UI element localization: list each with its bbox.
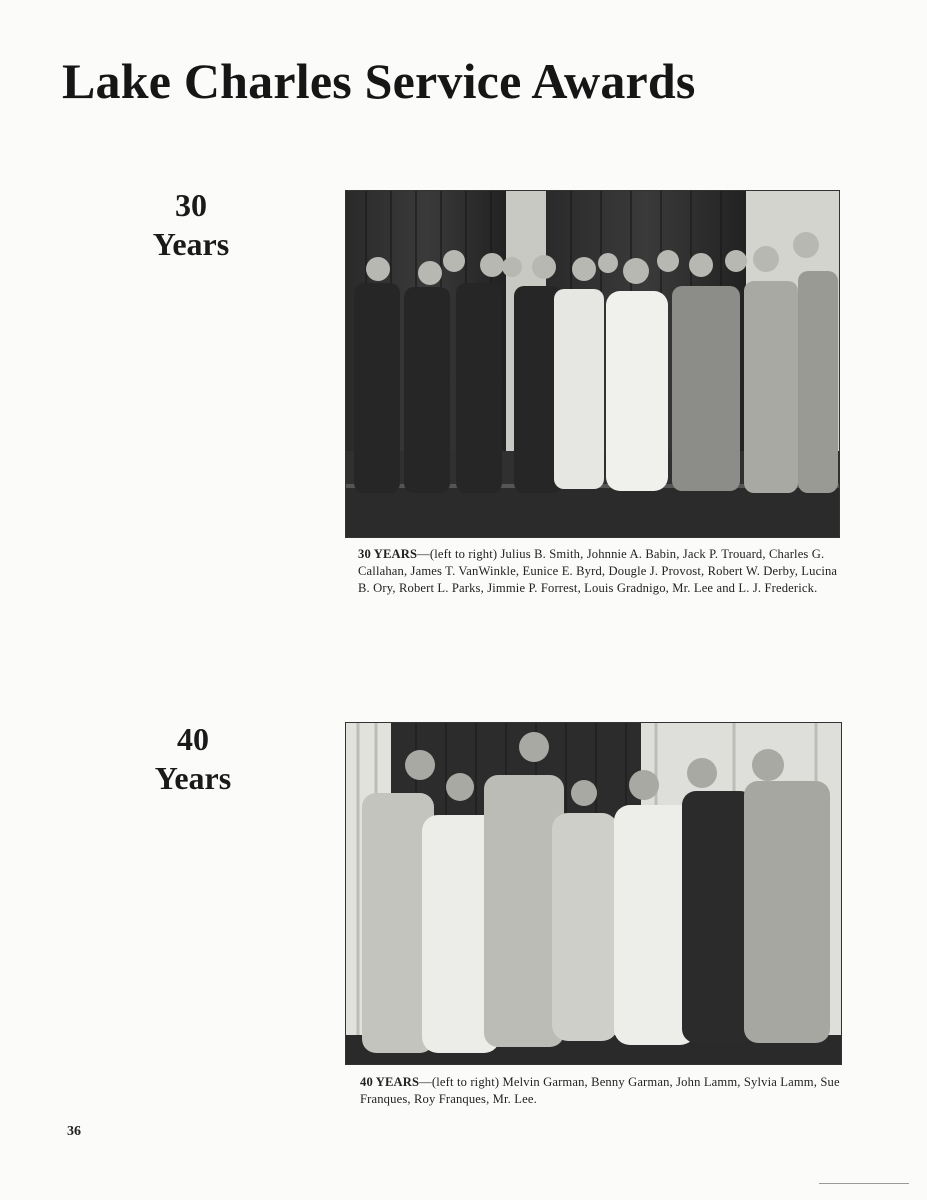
section-years-number: 40: [177, 721, 209, 757]
group-photo-40-years: [345, 722, 842, 1065]
caption-lead: 40 YEARS: [360, 1075, 420, 1089]
section-label-40-years: [138, 720, 248, 798]
bottom-rule: [819, 1183, 909, 1184]
section-label-30-years: [136, 186, 246, 264]
page-number: 36: [67, 1124, 81, 1139]
section-years-unit: Years: [154, 760, 232, 796]
photo-caption-40-years: [360, 1074, 840, 1108]
photo-caption-30-years: [358, 546, 838, 597]
page-title: Lake Charles Service Awards: [62, 53, 696, 109]
caption-text: —(left to right) Julius B. Smith, Johnnie A. Babin, Jack P. Trouard, Charles G. Callahan, James T. VanWinkle, Eunice E. Byrd, Dougle J. Provost, Robert W. Derby, Lucina B. Ory, Robert L. Parks, Jimmie P. Forrest, Louis Gradnigo, Mr. Lee and L. J. Frederick.: [358, 547, 838, 595]
caption-lead: 30 YEARS: [358, 547, 418, 561]
caption-text: —(left to right) Melvin Garman, Benny Garman, John Lamm, Sylvia Lamm, Sue Franques, Roy Franques, Mr. Lee.: [360, 1075, 840, 1106]
section-years-number: 30: [175, 187, 207, 223]
section-years-unit: Years: [152, 226, 230, 262]
group-photo-30-years: [345, 190, 840, 538]
